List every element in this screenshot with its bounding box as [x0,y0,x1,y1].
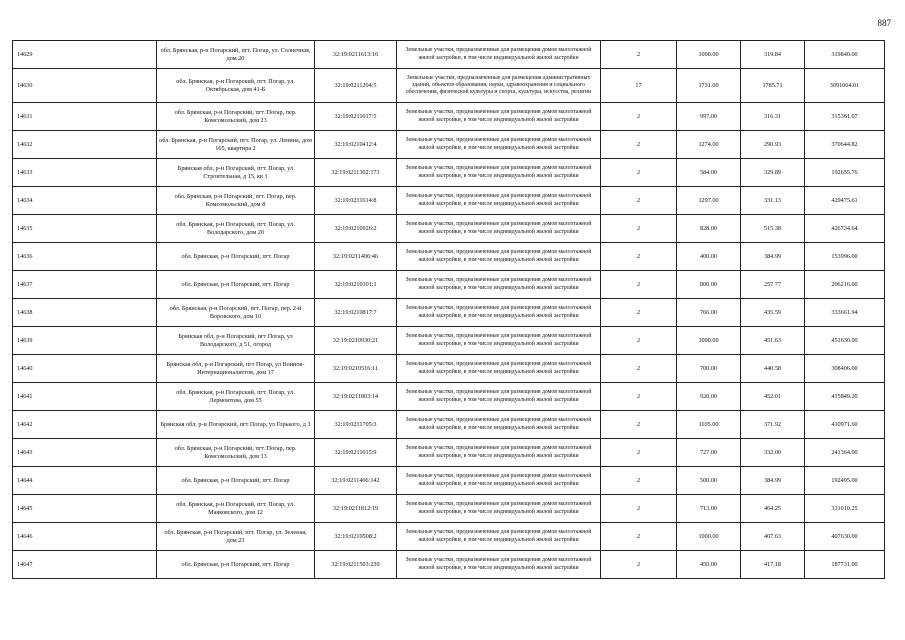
cell-cadastral-number: 32:19:0210508:2 [315,523,397,551]
cell-specific-value: 329.89 [741,159,805,187]
cell-permitted-use: Земельные участки, предназначенные для размещения домов малоэтажной жилой застройки, в том числе индивидуальной жилой застройки [397,299,601,327]
cell-cadastral-number: 32:19:0210412:4 [315,131,397,159]
cell-permitted-use: Земельные участки, предназначенные для размещения домов малоэтажной жилой застройки, в том числе индивидуальной жилой застройки [397,523,601,551]
cell-use-group: 2 [601,187,677,215]
cell-permitted-use: Земельные участки, предназначенные для размещения домов малоэтажной жилой застройки, в том числе индивидуальной жилой застройки [397,355,601,383]
cell-cadastral-number: 32:19:0211803:14 [315,383,397,411]
table-row [13,159,885,187]
cell-specific-value: 417.18 [741,551,805,579]
table-row [13,41,885,69]
land-registry-table [12,40,885,579]
cell-use-group: 2 [601,327,677,355]
cell-address: обл. Брянская, р-н Погарский, пгт. Погар, пер. Комсомольский, дом 8 [157,187,315,215]
cell-number: 14646 [13,523,157,551]
cell-cadastral-value: 451630.00 [805,327,885,355]
cell-area: 1297.00 [677,187,741,215]
cell-number: 14634 [13,187,157,215]
cell-use-group: 2 [601,215,677,243]
cell-cadastral-number: 32:19:0211812:19 [315,495,397,523]
cell-number: 14631 [13,103,157,131]
cell-area: 1105.00 [677,411,741,439]
table-row [13,411,885,439]
cell-cadastral-number: 32:19:0211302:173 [315,159,397,187]
cell-specific-value: 331.13 [741,187,805,215]
cell-specific-value: 290.93 [741,131,805,159]
cell-cadastral-value: 192495.00 [805,467,885,495]
cell-specific-value: 371.92 [741,411,805,439]
table-row [13,439,885,467]
cell-use-group: 2 [601,103,677,131]
cell-specific-value: 515.38 [741,215,805,243]
cell-use-group: 2 [601,299,677,327]
cell-address: обл. Брянская, р-н Погарский, пгт. Погар, ул. Солнечная, дом 20 [157,41,315,69]
cell-cadastral-number: 32:19:0211204:5 [315,69,397,103]
cell-use-group: 2 [601,383,677,411]
cell-cadastral-number: 32:19:0211503:230 [315,551,397,579]
cell-cadastral-value: 319840.00 [805,41,885,69]
cell-permitted-use: Земельные участки, предназначенные для размещения домов малоэтажной жилой застройки, в том числе индивидуальной жилой застройки [397,439,601,467]
cell-cadastral-value: 187731.00 [805,551,885,579]
cell-permitted-use: Земельные участки, предназначенные для размещения домов малоэтажной жилой застройки, в том числе индивидуальной жилой застройки [397,495,601,523]
table-row [13,523,885,551]
cell-permitted-use: Земельные участки, предназначенные для размещения домов малоэтажной жилой застройки, в том числе индивидуальной жилой застройки [397,467,601,495]
cell-cadastral-value: 308406.00 [805,355,885,383]
cell-number: 14641 [13,383,157,411]
cell-number: 14637 [13,271,157,299]
cell-address: обл. Брянская, р-н Погарский, пгт. Погар, ул. Маяковского, дом 12 [157,495,315,523]
cell-cadastral-value: 429475.61 [805,187,885,215]
cell-number: 14642 [13,411,157,439]
cell-use-group: 2 [601,495,677,523]
cell-number: 14638 [13,299,157,327]
cell-area: 1000.00 [677,327,741,355]
cell-specific-value: 451.63 [741,327,805,355]
cell-specific-value: 332.00 [741,439,805,467]
cell-permitted-use: Земельные участки, предназначенные для размещения домов малоэтажной жилой застройки, в том числе индивидуальной жилой застройки [397,131,601,159]
cell-permitted-use: Земельные участки, предназначенные для размещения домов малоэтажной жилой застройки, в том числе индивидуальной жилой застройки [397,411,601,439]
cell-address: обл. Брянская, р-н Погарский, пгт. Погар [157,467,315,495]
cell-area: 997.00 [677,103,741,131]
cell-cadastral-value: 3091064.01 [805,69,885,103]
table-row [13,271,885,299]
cell-specific-value: 464.25 [741,495,805,523]
cell-cadastral-value: 192655.76 [805,159,885,187]
cell-number: 14633 [13,159,157,187]
cell-cadastral-number: 32:19:0211617:5 [315,103,397,131]
cell-cadastral-value: 206216.00 [805,271,885,299]
cell-specific-value: 407.63 [741,523,805,551]
cell-specific-value: 435.59 [741,299,805,327]
cell-use-group: 2 [601,411,677,439]
cell-number: 14645 [13,495,157,523]
cell-address: обл. Брянская, р-н Погарский, пгт. Погар, пер. Комсомольский, дом 23 [157,103,315,131]
cell-specific-value: 1785.71 [741,69,805,103]
cell-area: 500.00 [677,467,741,495]
cell-cadastral-number: 32:19:0210817:7 [315,299,397,327]
cell-cadastral-value: 410971.60 [805,411,885,439]
cell-specific-value: 316.31 [741,103,805,131]
cell-number: 14647 [13,551,157,579]
cell-address: обл. Брянская, р-н Погарский, пгт. Погар, пер. 2-й Воровского, дом 10 [157,299,315,327]
cell-address: Брянская обл, р-н Погарский, пгт. Погар, ул Строительная, д 15, кв 1 [157,159,315,187]
cell-use-group: 17 [601,69,677,103]
table-row [13,103,885,131]
cell-cadastral-value: 370644.82 [805,131,885,159]
cell-specific-value: 452.01 [741,383,805,411]
cell-area: 400.00 [677,243,741,271]
cell-number: 14629 [13,41,157,69]
cell-cadastral-value: 407630.00 [805,523,885,551]
cell-use-group: 2 [601,271,677,299]
page-number: 887 [877,18,891,28]
cell-area: 1000.00 [677,523,741,551]
cell-address: Брянская обл, р-н Погарский, пгт Погар, ул Володарского, д 51, огород [157,327,315,355]
cell-cadastral-number: 32:19:0210926:2 [315,215,397,243]
cell-area: 800.00 [677,271,741,299]
cell-cadastral-value: 153996.00 [805,243,885,271]
cell-use-group: 2 [601,523,677,551]
table-row [13,131,885,159]
cell-specific-value: 384.99 [741,243,805,271]
cell-cadastral-value: 415849.20 [805,383,885,411]
cell-cadastral-value: 426734.64 [805,215,885,243]
cell-cadastral-number: 32:19:0210516:11 [315,355,397,383]
cell-number: 14635 [13,215,157,243]
cell-address: обл. Брянская, р-н Погарский, пгт. Погар [157,271,315,299]
cell-permitted-use: Земельные участки, предназначенные для размещения домов малоэтажной жилой застройки, в том числе индивидуальной жилой застройки [397,215,601,243]
cell-address: обл. Брянская, р-н Погарский, пгт. Погар, ул. Зеленая, дом 23 [157,523,315,551]
cell-cadastral-value: 315361.07 [805,103,885,131]
cell-cadastral-number: 32:19:0210101:1 [315,271,397,299]
table-row [13,327,885,355]
table-row [13,299,885,327]
cell-cadastral-number: 32:19:0211406:46 [315,243,397,271]
cell-address: Брянская обл, р-н Погарский, пгт Погар, ул Воинов-Интернационалистов, дом 17 [157,355,315,383]
cell-use-group: 2 [601,467,677,495]
cell-specific-value: 257.77 [741,271,805,299]
cell-permitted-use: Земельные участки, предназначенные для размещения домов малоэтажной жилой застройки, в том числе индивидуальной жилой застройки [397,327,601,355]
cell-address: Брянская обл, р-н Погарский, пгт Погар, ул Горького, д 3 [157,411,315,439]
cell-permitted-use: Земельные участки, предназначенные для размещения административных зданий, объектов образования, науки, здравоохранения и социального обеспечения, физической культуры и спорта, культуры, искусства, религии [397,69,601,103]
cell-cadastral-number: 32:19:0210930:21 [315,327,397,355]
cell-number: 14640 [13,355,157,383]
cell-specific-value: 319.84 [741,41,805,69]
cell-permitted-use: Земельные участки, предназначенные для размещения домов малоэтажной жилой застройки, в том числе индивидуальной жилой застройки [397,271,601,299]
cell-number: 14630 [13,69,157,103]
table-row [13,355,885,383]
cell-number: 14632 [13,131,157,159]
cell-address: обл. Брянская, р-н Погарский, пгт. Погар [157,243,315,271]
cell-number: 14636 [13,243,157,271]
cell-number: 14639 [13,327,157,355]
table-row [13,69,885,103]
cell-permitted-use: Земельные участки, предназначенные для размещения домов малоэтажной жилой застройки, в том числе индивидуальной жилой застройки [397,187,601,215]
table-row [13,383,885,411]
cell-area: 713.00 [677,495,741,523]
cell-area: 1731.00 [677,69,741,103]
cell-cadastral-value: 333661.94 [805,299,885,327]
table-row [13,187,885,215]
cell-cadastral-number: 32:19:0211615:9 [315,439,397,467]
cell-cadastral-value: 331010.25 [805,495,885,523]
cell-address: обл. Брянская, р-н Погарский, пгт. Погар, ул. Октябрьская, дом 41-Б [157,69,315,103]
cell-use-group: 2 [601,41,677,69]
cell-area: 766.00 [677,299,741,327]
cell-permitted-use: Земельные участки, предназначенные для размещения домов малоэтажной жилой застройки, в том числе индивидуальной жилой застройки [397,41,601,69]
cell-permitted-use: Земельные участки, предназначенные для размещения домов малоэтажной жилой застройки, в том числе индивидуальной жилой застройки [397,103,601,131]
cell-specific-value: 384.99 [741,467,805,495]
cell-area: 1274.00 [677,131,741,159]
cell-use-group: 2 [601,159,677,187]
cell-cadastral-number: 32:19:0211406:142 [315,467,397,495]
cell-address: обл. Брянская, р-н Погарский, пгт. Погар, ул. Володарского, дом 20 [157,215,315,243]
cell-permitted-use: Земельные участки, предназначенные для размещения домов малоэтажной жилой застройки, в том числе индивидуальной жилой застройки [397,159,601,187]
table-row [13,495,885,523]
cell-address: обл. Брянская, р-н Погарский, пгт. Погар [157,551,315,579]
cell-address: обл. Брянская, р-н Погарский, пгт. Погар, пер. Комсомольский, дом 13 [157,439,315,467]
table-row [13,243,885,271]
table-row [13,215,885,243]
cell-use-group: 2 [601,355,677,383]
cell-use-group: 2 [601,551,677,579]
cell-permitted-use: Земельные участки, предназначенные для размещения домов малоэтажной жилой застройки, в том числе индивидуальной жилой застройки [397,383,601,411]
cell-area: 584.00 [677,159,741,187]
table-row [13,467,885,495]
cell-use-group: 2 [601,131,677,159]
cell-number: 14644 [13,467,157,495]
cell-cadastral-number: 32:19:0211614:8 [315,187,397,215]
cell-area: 450.00 [677,551,741,579]
cell-area: 700.00 [677,355,741,383]
cell-number: 14643 [13,439,157,467]
cell-permitted-use: Земельные участки, предназначенные для размещения домов малоэтажной жилой застройки, в том числе индивидуальной жилой застройки [397,243,601,271]
cell-permitted-use: Земельные участки, предназначенные для размещения домов малоэтажной жилой застройки, в том числе индивидуальной жилой застройки [397,551,601,579]
cell-use-group: 2 [601,439,677,467]
cell-use-group: 2 [601,243,677,271]
cell-area: 920.00 [677,383,741,411]
cell-area: 727.00 [677,439,741,467]
cell-address: обл. Брянская, р-н Погарский, пгт. Погар, ул. Лермонтова, дом 55 [157,383,315,411]
cell-area: 1000.00 [677,41,741,69]
cell-cadastral-value: 241364.00 [805,439,885,467]
cell-address: обл. Брянская, р-н Погарский, пгт. Погар, ул. Ленина, дом 165, квартира 2 [157,131,315,159]
cell-area: 828.00 [677,215,741,243]
table-row [13,551,885,579]
cell-cadastral-number: 32:19:0211613:16 [315,41,397,69]
cell-cadastral-number: 32:19:0211705:3 [315,411,397,439]
cell-specific-value: 440.58 [741,355,805,383]
